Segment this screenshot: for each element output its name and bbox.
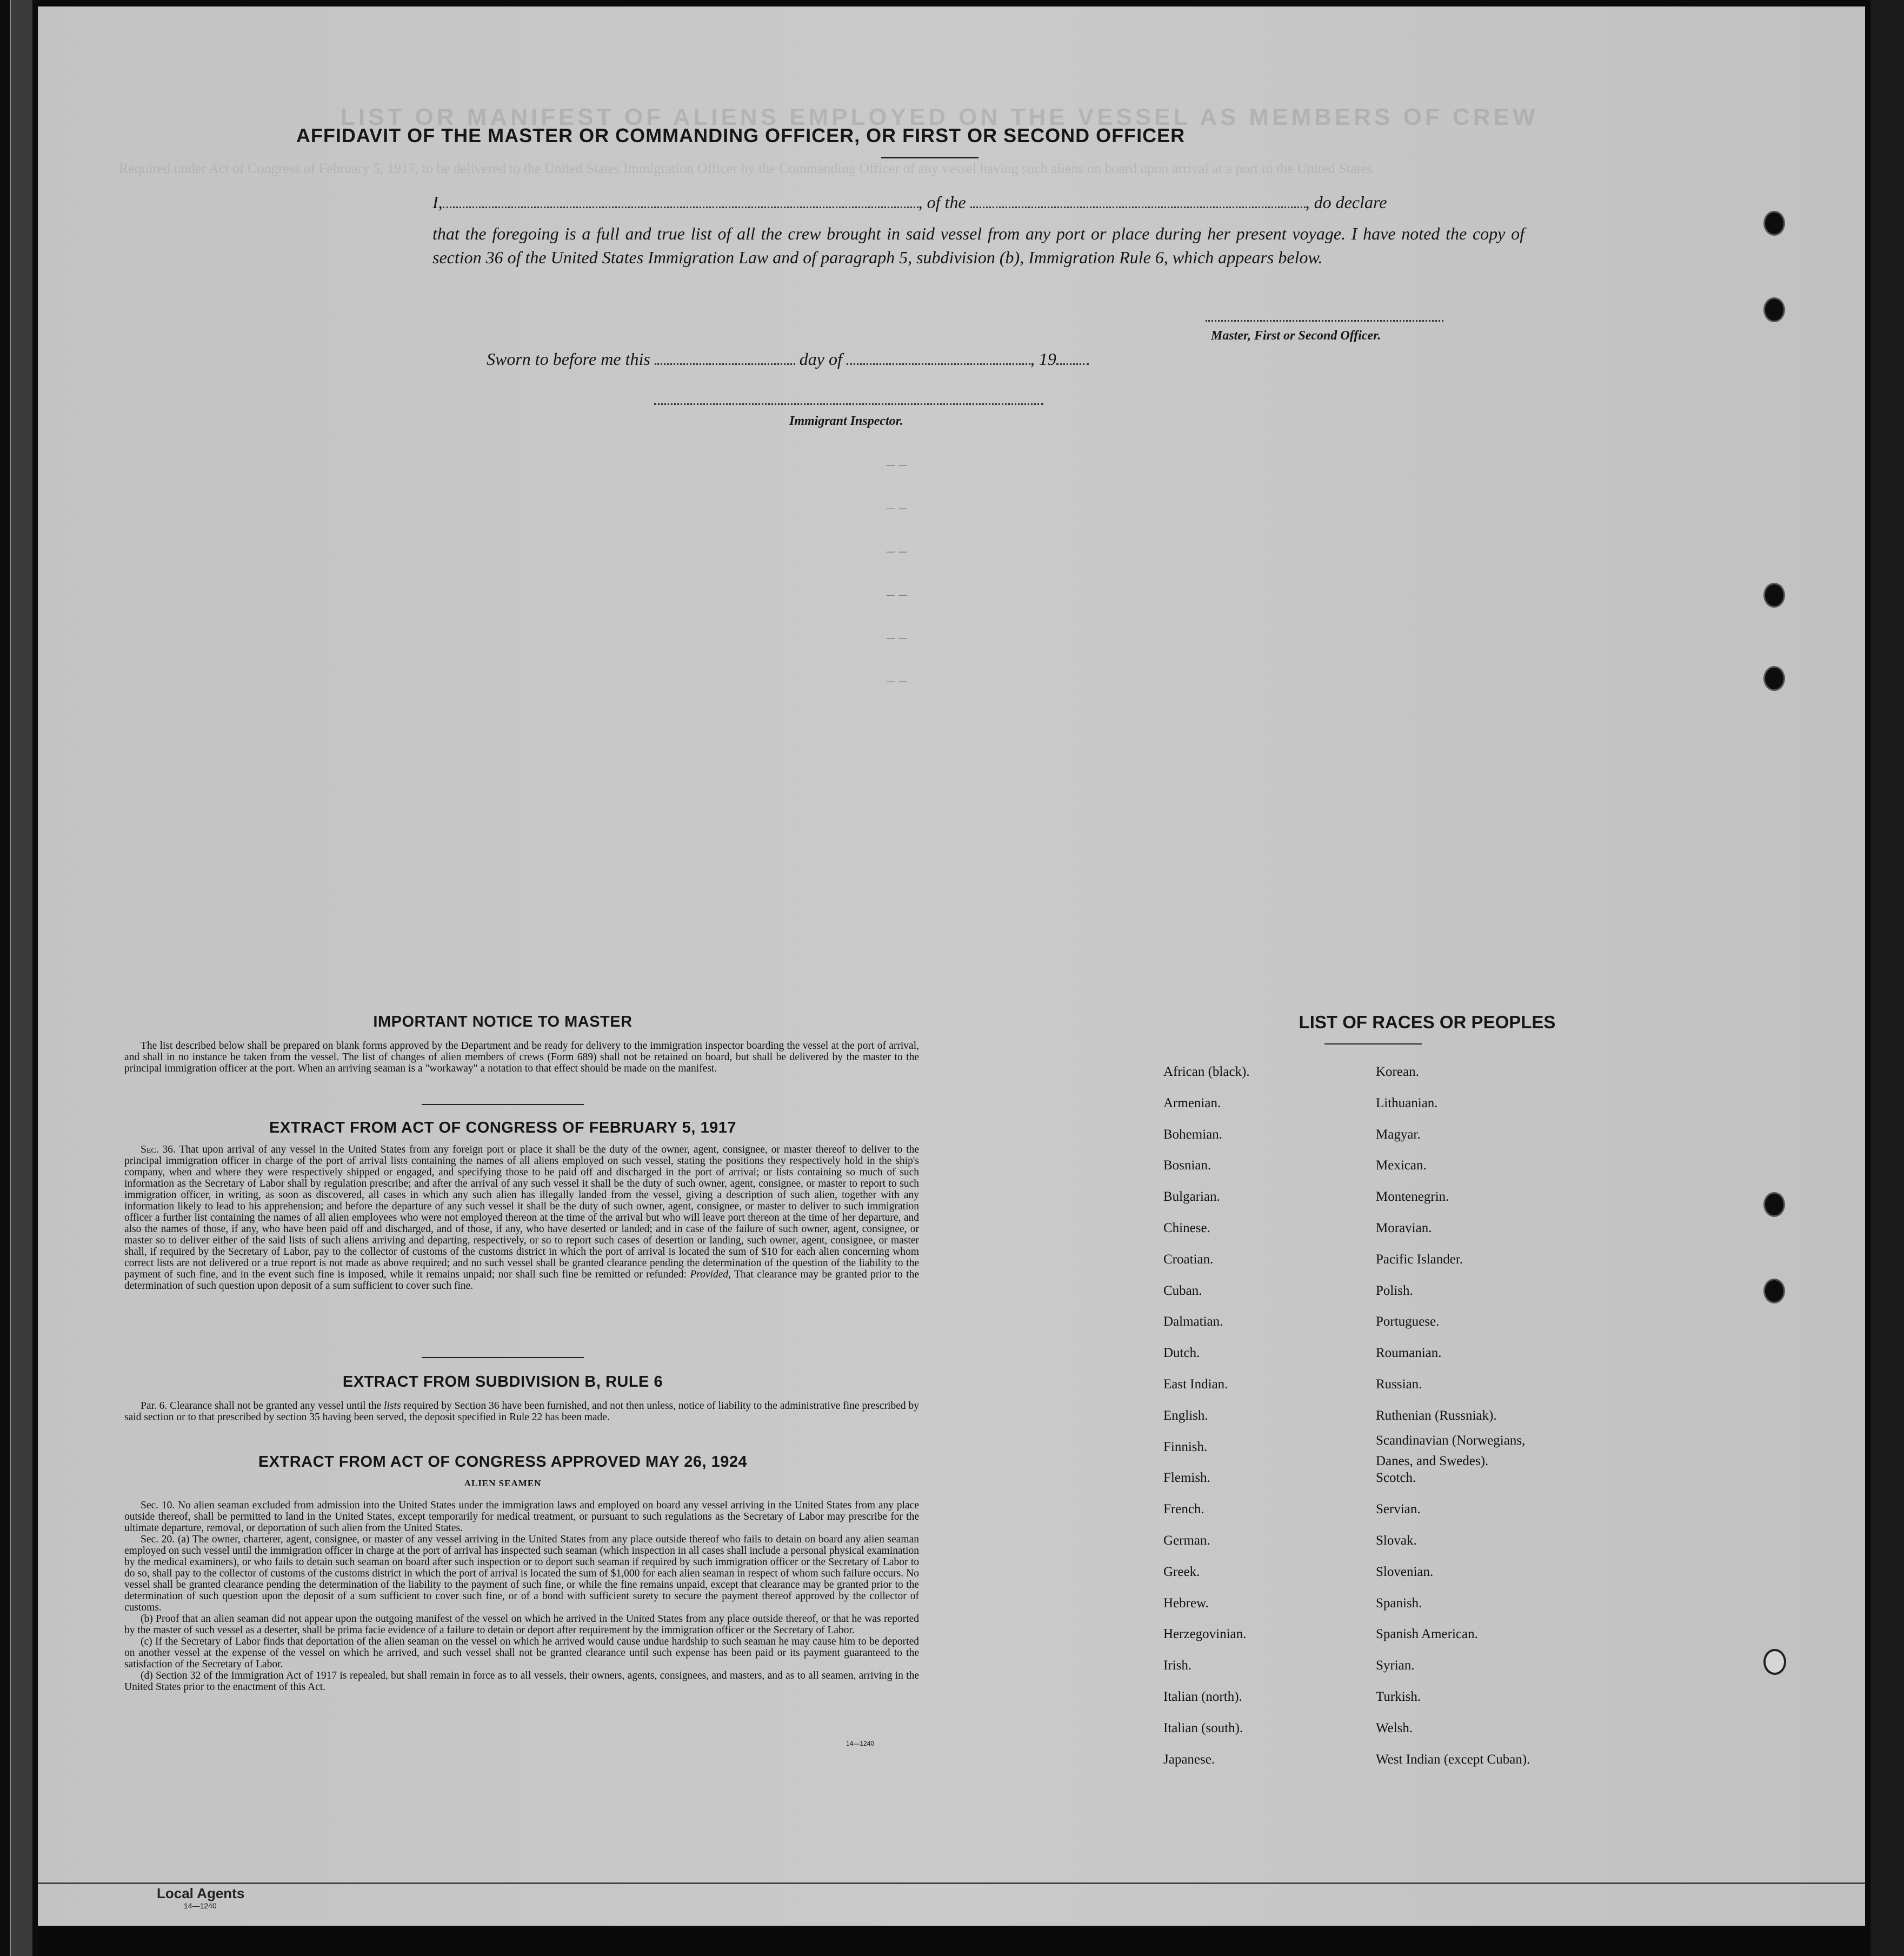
race-item: Welsh. xyxy=(1376,1720,1413,1735)
race-item: Ruthenian (Russniak). xyxy=(1376,1408,1497,1423)
race-item: Spanish American. xyxy=(1376,1627,1478,1642)
binder-hole xyxy=(1763,211,1785,236)
race-item: Servian. xyxy=(1376,1502,1421,1517)
scan-right-edge xyxy=(1870,0,1904,1956)
race-item: Greek. xyxy=(1163,1564,1200,1579)
affidavit-body: that the foregoing is a full and true list of all the crew brought in said vessel from any port or place during her present voyage. I have noted the copy of section 36 of the United States Immigration Law and of paragraph 5, subdivision (b), Immigration Rule 6, which appears below. xyxy=(432,224,1524,267)
race-item: Chinese. xyxy=(1163,1221,1210,1235)
footer-strip xyxy=(38,1882,1865,1926)
race-item: African (black). xyxy=(1163,1065,1250,1079)
footer-label: Local Agents xyxy=(157,1885,245,1901)
race-item: Lithuanian. xyxy=(1376,1095,1438,1110)
binder-hole xyxy=(1763,1279,1785,1303)
race-item: Korean. xyxy=(1376,1065,1419,1079)
race-item: Bosnian. xyxy=(1163,1158,1211,1173)
race-item: Dutch. xyxy=(1163,1346,1200,1361)
affidavit-title: AFFIDAVIT OF THE MASTER OR COMMANDING OFFICER, OR FIRST OR SECOND OFFICER xyxy=(296,124,1186,147)
race-item: Croatian. xyxy=(1163,1252,1214,1267)
race-item: Scotch. xyxy=(1376,1471,1416,1486)
extract-1924-body: Sec. 10. No alien seaman excluded from admission into the United States under the immigration laws and employed on board any vessel arriving in the United States from any place outside thereof, shall be permitted to land in the United States, except temporarily for medical treatment, or pursuant to such regulations as the Secretary of Labor may prescribe for the ultimate departure, removal, or deportation of such alien from the United States. Sec. 20. (a) The owner, charterer, agent, consignee, or master of any vessel arriving in the United States from any place outside thereof who fails to detain on board any alien seaman employed on such vessel until the immigration officer in charge at the port of arrival has inspected such seaman (which inspection in all cases shall include a personal physical examination by the medical examiners), or who fails to detain such seaman on board after such inspection or to deport such seaman if required by such immigration officer or the Secretary of Labor to do so, shall pay to the collector of customs of the customs district in which the port of arrival is located the sum of $1,000 for each alien seaman in respect of whom such failure occurs. No vessel shall be granted clearance pending the determination of the liability to the payment of such fine, or while the fine remains unpaid, except that clearance may be granted prior to the determination of such question upon the deposit of a sum sufficient to cover such fine, or of a bond with sufficient surety to secure the payment thereof approved by the collector of customs. (b) Proof that an alien seaman did not appear upon the outgoing manifest of the vessel on which he arrived in the United States from any place outside thereof, or that he was reported by the master of such vessel as a deserter, shall be prima facie evidence of a failure to detain or deport after requirement by the immigration officer or the Secretary of Labor. (c) If the Secretary of Labor finds that deportation of the alien seaman on the vessel on which he arrived would cause undue hardship to such seaman he may cause him to be deported on another vessel at the expense of the vessel on which he arrived, and such vessel shall not be granted clearance until such expense has been paid or its payment guaranteed to the satisfaction of the Secretary of Labor. (d) Section 32 of the Immigration Act of 1917 is repealed, but shall remain in force as to all vessels, their owners, agents, consignees, and masters, and as to all seamen, arriving in the United States prior to the enactment of this Act. xyxy=(124,1500,919,1693)
inspector-signature-label: Immigrant Inspector. xyxy=(789,414,903,428)
race-item: German. xyxy=(1163,1533,1210,1548)
race-item: Slovenian. xyxy=(1376,1564,1434,1579)
month-blank[interactable] xyxy=(847,363,1030,365)
title-rule xyxy=(881,157,978,158)
race-item: Magyar. xyxy=(1376,1127,1421,1142)
sworn-line xyxy=(487,347,1243,371)
bleed-mark: – – xyxy=(887,542,907,560)
race-item: West Indian (except Cuban). xyxy=(1376,1752,1530,1767)
inspector-signature-line[interactable] xyxy=(654,403,1043,405)
affidavit-i: I, xyxy=(432,192,443,212)
race-item: Italian (north). xyxy=(1163,1689,1242,1704)
race-item: Moravian. xyxy=(1376,1221,1432,1235)
race-item: Turkish. xyxy=(1376,1689,1421,1704)
race-item: Bulgarian. xyxy=(1163,1189,1220,1205)
bleed-through-title: LIST OR MANIFEST OF ALIENS EMPLOYED ON THE VESSEL AS MEMBERS OF CREW xyxy=(341,104,1539,130)
binder-hole xyxy=(1763,1192,1785,1217)
race-item: Russian. xyxy=(1376,1377,1422,1392)
races-title: LIST OF RACES OR PEOPLES xyxy=(1299,1012,1556,1032)
binder-hole xyxy=(1763,666,1785,691)
race-item: Finnish. xyxy=(1163,1439,1208,1454)
race-item: English. xyxy=(1163,1408,1208,1423)
day-of-text: day of xyxy=(799,349,842,369)
notice-title: IMPORTANT NOTICE TO MASTER xyxy=(373,1013,633,1030)
races-rule xyxy=(1324,1043,1422,1044)
race-item: Herzegovinian. xyxy=(1163,1627,1247,1642)
affidavit-line-1 xyxy=(432,190,1524,214)
bleed-mark: – – xyxy=(887,498,907,516)
scan-left-edge xyxy=(0,0,38,1956)
sworn-text: Sworn to before me this xyxy=(487,349,650,369)
affidavit-do-declare: , do declare xyxy=(1305,192,1387,212)
form-number: 14—1240 xyxy=(846,1740,875,1747)
master-signature-line[interactable] xyxy=(1206,320,1443,322)
binder-hole xyxy=(1763,1649,1786,1675)
race-item: Flemish. xyxy=(1163,1471,1210,1486)
extract-1917-body: Sec. 36. That upon arrival of any vessel in the United States from any foreign port or place it shall be the duty of the owner, agent, consignee, or master thereof to deliver to the principal immigration officer in charge of the port of arrival lists containing the names of all aliens employed on such vessel, stating the positions they respectively hold in the ship's company, when and where they were respectively shipped or engaged, and specifying those to be paid off and discharged in the port of arrival; or lists containing so much of such information as the Secretary of Labor shall by regulation prescribe; and after the arrival of any such vessel it shall be the duty of such owner, agent, consignee, or master to report to such immigration officer, in writing, as soon as discovered, all cases in which any such alien has illegally landed from the vessel, giving a description of such alien, together with any information likely to lead to his apprehension; and before the departure of any such vessel it shall be the duty of such owner, agent, consignee, or master to deliver to such immigration officer a further list containing the names of all alien employees who were not employed thereon at the time of the arrival but who will leave port thereon at the time of her departure, and also the names of those, if any, who have been paid off and discharged, and of those, if any, who have deserted or landed; and in case of the failure of such owner, agent, consignee, or master so to deliver either of the said lists of such aliens arriving and departing, respectively, or so to report such cases of desertion or landing, such owner, agent, consignee, or master shall, if required by the Secretary of Labor, pay to the collector of customs of the customs district in which the port of arrival is located the sum of $10 for each alien concerning whom correct lists are not delivered or a true report is not made as above required; and no such vessel shall be granted clearance pending the determination of the question of the liability to the payment of such fine, and in the event such fine is imposed, while it remains unpaid; nor shall such fine be remitted or refunded: Provided, That clearance may be granted prior to the determination of such question upon deposit of a sum sufficient to cover such fine. xyxy=(124,1144,919,1292)
section-rule xyxy=(422,1104,584,1105)
race-item: Pacific Islander. xyxy=(1376,1252,1463,1267)
race-item: Mexican. xyxy=(1376,1158,1427,1173)
race-item: Irish. xyxy=(1163,1658,1192,1673)
bleed-through-subtitle: Required under Act of Congress of February 5, 1917, to be delivered to the United States Immigration Officer by the Commanding Officer of any vessel having such aliens on board upon arrival at a port in the United States xyxy=(119,161,1373,176)
race-item: Armenian. xyxy=(1163,1095,1221,1110)
day-blank[interactable] xyxy=(655,363,795,365)
extract-1917-title: EXTRACT FROM ACT OF CONGRESS OF FEBRUARY 5, 1917 xyxy=(269,1119,737,1136)
bleed-mark: – – xyxy=(887,455,907,473)
race-item: Syrian. xyxy=(1376,1658,1415,1673)
race-item: Japanese. xyxy=(1163,1752,1215,1767)
race-item: Portuguese. xyxy=(1376,1314,1440,1329)
race-item: Spanish. xyxy=(1376,1595,1422,1611)
manifest-page xyxy=(38,6,1865,1926)
race-item: Hebrew. xyxy=(1163,1595,1209,1611)
race-item: Scandinavian (Norwegians, xyxy=(1376,1433,1526,1448)
extract-rule6-body: Par. 6. Clearance shall not be granted any vessel until the lists required by Section 36 have been furnished, and not then unless, notice of liability to the administrative fine prescribed by said section or to that prescribed by section 35 having been served, the deposit specified in Rule 22 has been made. xyxy=(124,1400,920,1423)
race-item: Montenegrin. xyxy=(1376,1189,1449,1205)
bleed-mark: – – xyxy=(887,585,907,603)
extract-1924-title: EXTRACT FROM ACT OF CONGRESS APPROVED MAY 26, 1924 xyxy=(258,1453,748,1471)
notice-body: The list described below shall be prepared on blank forms approved by the Department and be ready for delivery to the immigration inspector boarding the vessel at the port of arrival, and shall in no instance be taken from the vessel. The list of changes of alien members of crews (Form 689) shall not be retained on board, but shall be delivered by the master to the principal immigration officer at the port. When an arriving seaman is a "workaway" a notation to that effect should be made on the manifest. xyxy=(124,1040,919,1074)
race-item: Roumanian. xyxy=(1376,1346,1442,1361)
race-item: Slovak. xyxy=(1376,1533,1417,1548)
year-blank[interactable] xyxy=(1056,363,1089,365)
footer-number: 14—1240 xyxy=(184,1901,217,1910)
year-prefix: , 19 xyxy=(1030,349,1056,369)
bleed-mark: – – xyxy=(887,671,907,689)
binder-hole xyxy=(1763,297,1785,322)
bleed-mark: – – xyxy=(887,628,907,646)
affidavit-of-the: , of the xyxy=(918,192,966,212)
master-signature-label: Master, First or Second Officer. xyxy=(1211,329,1381,343)
name-blank[interactable] xyxy=(443,207,918,208)
race-item: Italian (south). xyxy=(1163,1720,1243,1735)
race-item: French. xyxy=(1163,1502,1204,1517)
race-item: Danes, and Swedes). xyxy=(1376,1453,1489,1468)
race-item: East Indian. xyxy=(1163,1377,1228,1392)
extract-rule6-title: EXTRACT FROM SUBDIVISION B, RULE 6 xyxy=(342,1373,663,1391)
race-item: Polish. xyxy=(1376,1283,1413,1298)
binder-hole xyxy=(1763,583,1785,608)
race-item: Dalmatian. xyxy=(1163,1314,1223,1329)
alien-seamen-subtitle: ALIEN SEAMEN xyxy=(464,1478,542,1488)
section-rule xyxy=(422,1357,584,1358)
race-item: Cuban. xyxy=(1163,1283,1202,1298)
race-item: Bohemian. xyxy=(1163,1127,1223,1142)
vessel-blank[interactable] xyxy=(970,207,1306,208)
